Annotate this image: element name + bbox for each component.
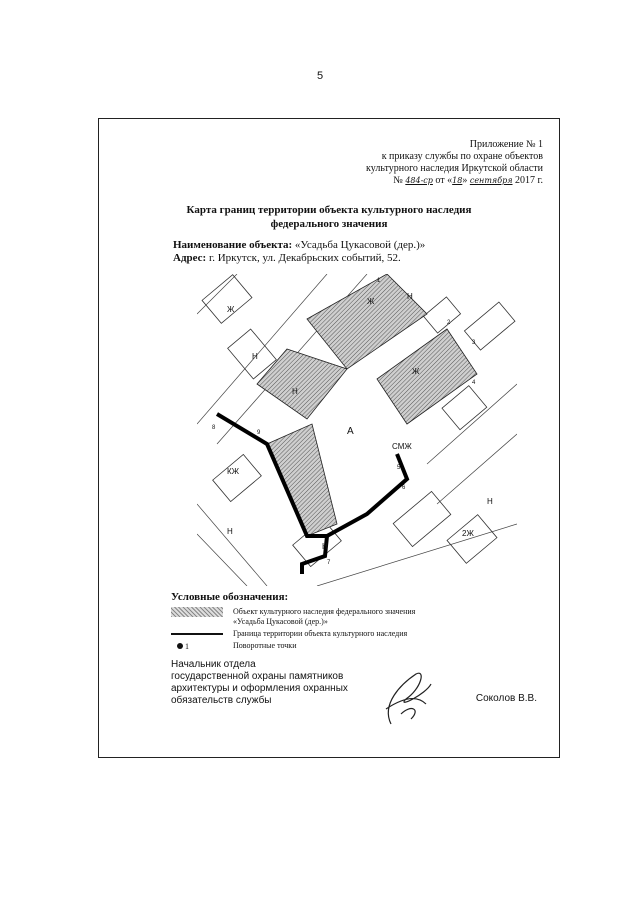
legend-item-boundary: Граница территории объекта культурного наследия — [171, 629, 407, 639]
map-point-9: 9 — [257, 430, 261, 436]
map-label-smzh: СМЖ — [392, 442, 412, 451]
handwritten-signature — [371, 664, 441, 730]
object-info — [173, 239, 425, 265]
map-label-zh-1: Ж — [227, 305, 235, 314]
object-name: Наименование объекта: «Усадьба Цукасовой (дер.)» — [173, 239, 426, 251]
map-label-n-6: Н — [487, 497, 493, 506]
appendix-line3: культурного наследия Иркутской области — [366, 163, 543, 174]
map-label-zh-2: Ж — [367, 297, 375, 306]
legend-item-points: 1 Поворотные точки — [171, 641, 296, 652]
legend-item-heritage: Объект культурного наследия федерального значения «Усадьба Цукасовой (дер.)» — [171, 607, 415, 627]
map-label-n-5: Н — [322, 542, 328, 551]
appendix-header — [366, 139, 543, 187]
map-label-n-3: Н — [407, 292, 413, 301]
turning-point-symbol: 1 — [171, 641, 223, 652]
map-label-n-1: Н — [252, 352, 258, 361]
handwritten-day: 18 — [452, 176, 463, 185]
document-frame — [98, 118, 560, 758]
boundary-line-symbol — [171, 629, 223, 639]
handwritten-month: сентября — [469, 176, 513, 185]
appendix-line4: № 484-ср от «18» сентября 2017 г. — [393, 175, 543, 186]
object-address: Адрес: г. Иркутск, ул. Декабрьских событий, 52. — [173, 252, 401, 264]
signature-position: Начальник отдела государственной охраны памятников архитектуры и оформления охранных обязательств службы — [171, 659, 348, 706]
signatory-name: Соколов В.В. — [475, 693, 537, 704]
map-point-5: 5 — [397, 465, 401, 471]
map-label-a: А — [347, 426, 354, 437]
document-title: Карта границ территории объекта культурного наследия федерального значения — [186, 204, 472, 230]
map-label-n-4: Н — [227, 527, 233, 536]
appendix-line2: к приказу службы по охране объектов — [381, 151, 543, 162]
map-point-1: 1 — [377, 278, 381, 284]
appendix-line1: Приложение № 1 — [469, 139, 543, 150]
map-point-6: 6 — [402, 485, 406, 491]
map-label-zh-3: Ж — [412, 367, 420, 376]
map-point-2: 2 — [447, 320, 451, 326]
map-point-8: 8 — [212, 425, 216, 431]
map-label-n-2: Н — [292, 387, 298, 396]
boundary-map — [197, 274, 517, 586]
handwritten-number: 484-ср — [405, 176, 433, 185]
map-point-7: 7 — [327, 560, 331, 566]
map-label-2zh: 2Ж — [462, 529, 474, 538]
page-number: 5 — [316, 70, 324, 82]
hatch-symbol — [171, 607, 223, 627]
legend-title: Условные обозначения: — [171, 591, 289, 603]
map-point-4: 4 — [472, 380, 476, 386]
map-label-kzh: КЖ — [227, 467, 240, 476]
map-point-3: 3 — [472, 340, 476, 346]
